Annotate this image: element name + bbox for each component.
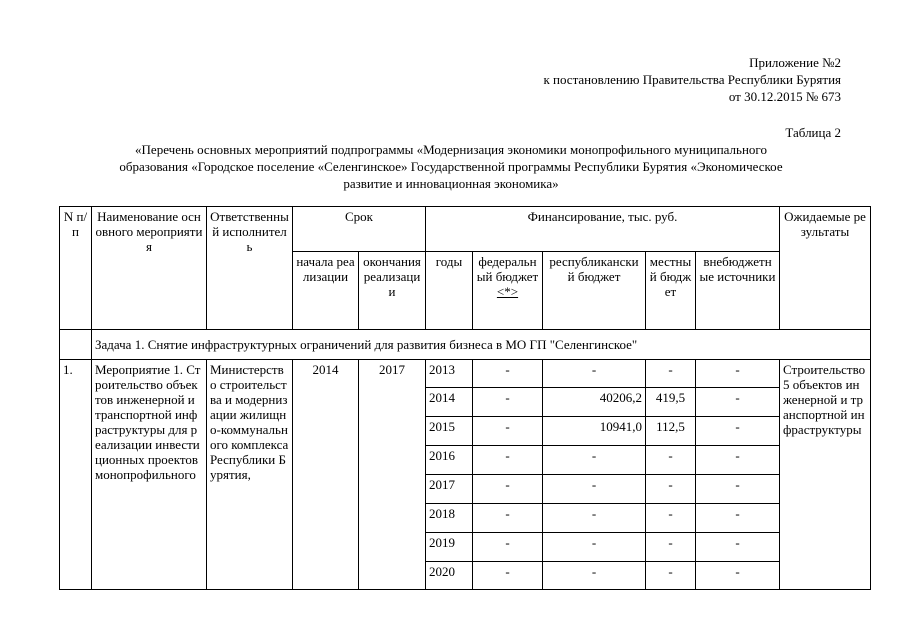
year-cell: 2015 <box>426 417 473 446</box>
republic-cell: 40206,2 <box>543 388 646 417</box>
extra-cell: - <box>696 562 780 590</box>
measure-name: Мероприятие 1. Строительство объектов инженерной и транспортной инфраструктуры для реализации инвестиционных проектов монопрофильного <box>92 360 207 590</box>
extra-cell: - <box>696 504 780 533</box>
year-cell: 2020 <box>426 562 473 590</box>
measures-table <box>59 206 871 590</box>
republic-cell: - <box>543 475 646 504</box>
document-title <box>60 141 842 192</box>
federal-footnote-link[interactable]: <*> <box>496 284 519 299</box>
republic-cell: - <box>543 360 646 388</box>
federal-cell: - <box>473 562 543 590</box>
measure-num: 1. <box>60 360 92 590</box>
republic-cell: - <box>543 446 646 475</box>
col-financing-header: Финансирование, тыс. руб. <box>426 207 780 252</box>
measure-result: Строительство 5 объектов инженерной и транспортной инфраструктуры <box>780 360 871 590</box>
table-label: Таблица 2 <box>785 125 841 140</box>
col-start-header: начала реализации <box>293 252 359 330</box>
measure-end: 2017 <box>359 360 426 590</box>
extra-cell: - <box>696 475 780 504</box>
col-term-header: Срок <box>293 207 426 252</box>
local-cell: 112,5 <box>646 417 696 446</box>
header-row-1 <box>60 207 871 252</box>
appendix-date: от 30.12.2015 № 673 <box>728 89 841 104</box>
federal-cell: - <box>473 417 543 446</box>
col-executor-header: Ответственный исполнитель <box>207 207 293 330</box>
task-text: Задача 1. Снятие инфраструктурных ограничений для развития бизнеса в МО ГП "Селенгинское" <box>92 330 871 360</box>
col-extra-header: внебюджетные источники <box>696 252 780 330</box>
col-years-header: годы <box>426 252 473 330</box>
appendix-resolution: к постановлению Правительства Республики Бурятия <box>543 72 841 87</box>
title-line-3: развитие и инновационная экономика» <box>343 176 559 191</box>
local-cell: - <box>646 360 696 388</box>
extra-cell: - <box>696 360 780 388</box>
republic-cell: - <box>543 533 646 562</box>
extra-cell: - <box>696 417 780 446</box>
task-num-cell <box>60 330 92 360</box>
col-results-header: Ожидаемые результаты <box>780 207 871 330</box>
col-end-header: окончания реализации <box>359 252 426 330</box>
republic-cell: - <box>543 504 646 533</box>
extra-cell: - <box>696 533 780 562</box>
federal-cell: - <box>473 360 543 388</box>
extra-cell: - <box>696 388 780 417</box>
local-cell: - <box>646 446 696 475</box>
local-cell: - <box>646 504 696 533</box>
year-cell: 2018 <box>426 504 473 533</box>
extra-cell: - <box>696 446 780 475</box>
col-federal-header <box>473 252 543 330</box>
republic-cell: 10941,0 <box>543 417 646 446</box>
federal-cell: - <box>473 446 543 475</box>
table-row <box>60 360 871 388</box>
local-cell: - <box>646 533 696 562</box>
year-cell: 2013 <box>426 360 473 388</box>
federal-cell: - <box>473 388 543 417</box>
measure-start: 2014 <box>293 360 359 590</box>
task-row <box>60 330 871 360</box>
federal-cell: - <box>473 475 543 504</box>
col-num-header: N п/п <box>60 207 92 330</box>
year-cell: 2019 <box>426 533 473 562</box>
local-cell: 419,5 <box>646 388 696 417</box>
appendix-number: Приложение №2 <box>749 55 841 70</box>
local-cell: - <box>646 562 696 590</box>
local-cell: - <box>646 475 696 504</box>
appendix-header <box>543 54 841 105</box>
title-line-1: «Перечень основных мероприятий подпрограммы «Модернизация экономики монопрофильного муниципального <box>135 142 767 157</box>
col-republic-header: республиканский бюджет <box>543 252 646 330</box>
federal-label: федеральный бюджет <box>476 254 539 284</box>
federal-cell: - <box>473 504 543 533</box>
title-line-2: образования «Городское поселение «Селенгинское» Государственной программы Республики Бурятия «Экономическое <box>119 159 783 174</box>
year-cell: 2014 <box>426 388 473 417</box>
measure-executor: Министерство строительства и модернизации жилищно-коммунального комплекса Республики Бурятия, <box>207 360 293 590</box>
republic-cell: - <box>543 562 646 590</box>
col-name-header: Наименование основного мероприятия <box>92 207 207 330</box>
federal-cell: - <box>473 533 543 562</box>
year-cell: 2017 <box>426 475 473 504</box>
col-local-header: местный бюджет <box>646 252 696 330</box>
year-cell: 2016 <box>426 446 473 475</box>
